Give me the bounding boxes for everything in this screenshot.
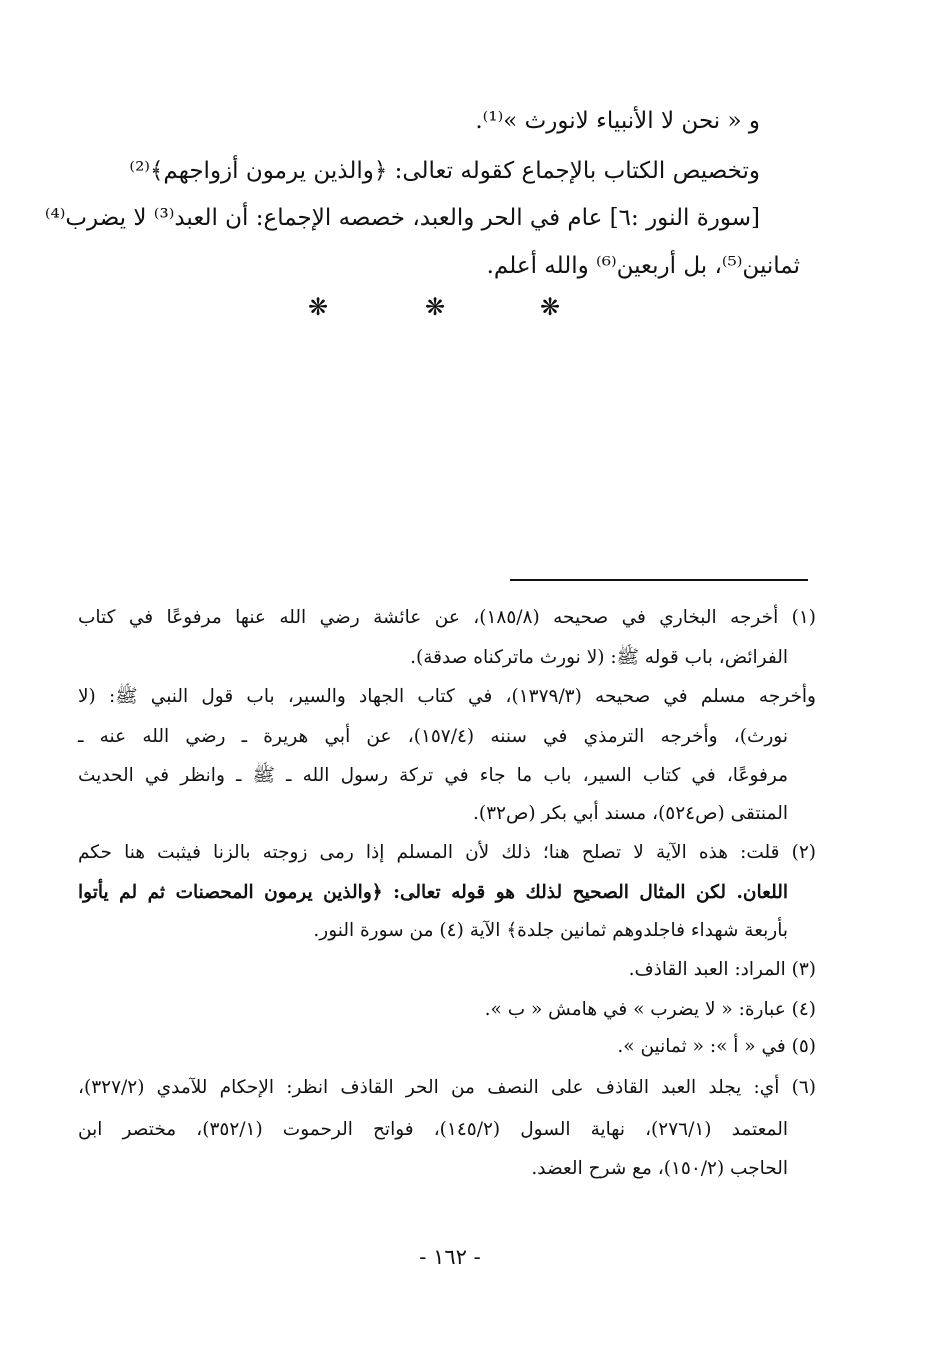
main-text-line-4: ثمانين⁽⁵⁾، بل أربعين⁽⁶⁾ والله أعلم. <box>486 253 800 279</box>
footnote-1-line-3: وأخرجه مسلم في صحيحه (١٣٧٩/٣)، في كتاب الجهاد والسير، باب قول النبي ﷺ: (لا <box>78 686 816 707</box>
star-ornament: ❋ <box>308 293 329 321</box>
footnote-divider <box>510 579 808 581</box>
footnote-2-line-1: (٢) قلت: هذه الآية لا تصلح هنا؛ ذلك لأن المسلم إذا رمى زوجته بالزنا فيثبت هنا حكم <box>78 842 816 863</box>
footnote-6-line-1: (٦) أي: يجلد العبد القاذف على النصف من الحر القاذف انظر: الإحكام للآمدي (٣٢٧/٢)، <box>78 1077 816 1098</box>
main-text-line-2: وتخصيص الكتاب بالإجماع كقوله تعالى: ﴿والذين يرمون أزواجهم﴾⁽²⁾ <box>129 158 760 184</box>
footnote-2-line-2: اللعان. لكن المثال الصحيح لذلك هو قوله تعالى: ﴿والذين يرمون المحصنات ثم لم يأتوا <box>78 882 788 903</box>
footnote-5: (٥) في « أ »: « ثمانين ». <box>617 1036 816 1057</box>
main-text-line-3: [سورة النور :٦] عام في الحر والعبد، خصصه الإجماع: أن العبد⁽³⁾ لا يضرب⁽⁴⁾ <box>44 205 760 231</box>
footnote-1-line-1: (١) أخرجه البخاري في صحيحه (١٨٥/٨)، عن عائشة رضي الله عنها مرفوعًا في كتاب <box>78 607 817 628</box>
page-number: - ١٦٢ - <box>419 1245 481 1269</box>
footnote-1-line-5: مرفوعًا، في كتاب السير، باب ما جاء في تركة رسول الله ـ ﷺ ـ وانظر في الحديث <box>78 765 788 786</box>
star-ornament: ❋ <box>540 293 561 321</box>
footnote-1-line-4: نورث)، وأخرجه الترمذي في سننه (١٥٧/٤)، عن أبي هريرة ـ رضي الله عنه ـ <box>78 726 788 747</box>
section-separator <box>300 292 580 322</box>
footnote-6-line-3: الحاجب (١٥٠/٢)، مع شرح العضد. <box>531 1158 788 1179</box>
footnote-2-line-3: بأربعة شهداء فاجلدوهم ثمانين جلدة﴾ الآية (٤) من سورة النور. <box>313 920 788 941</box>
main-text-line-1: و « نحن لا الأنبياء لانورث »⁽¹⁾. <box>475 108 760 134</box>
footnote-1-line-6: المنتقى (ص٥٢٤)، مسند أبي بكر (ص٣٢). <box>473 803 788 824</box>
footnote-3: (٣) المراد: العبد القاذف. <box>628 959 816 980</box>
footnote-4: (٤) عبارة: « لا يضرب » في هامش « ب ». <box>484 999 816 1020</box>
star-ornament: ❋ <box>425 293 446 321</box>
footnote-1-line-2: الفرائض، باب قوله ﷺ: (لا نورث ماتركناه صدقة). <box>410 647 788 668</box>
footnote-6-line-2: المعتمد (٢٧٦/١)، نهاية السول (١٤٥/٢)، فواتح الرحموت (٣٥٢/١)، مختصر ابن <box>78 1119 788 1140</box>
